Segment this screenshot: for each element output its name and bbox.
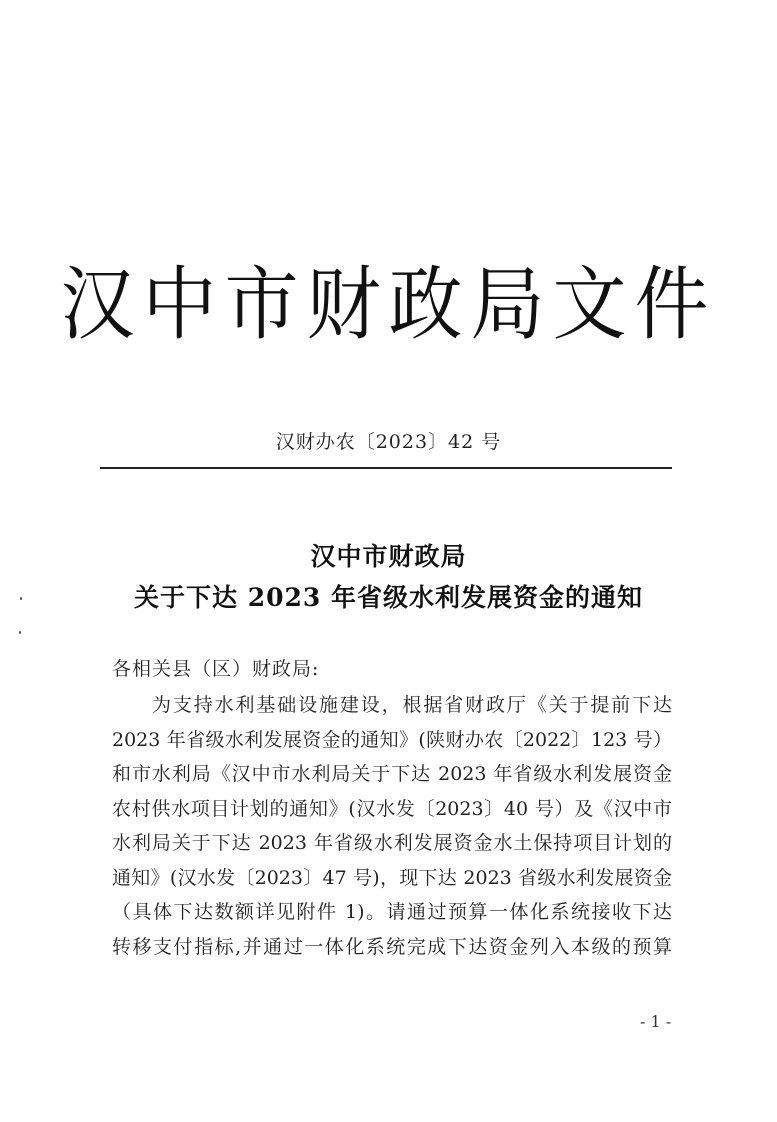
body-line: 为支持水利基础设施建设，根据省财政厅《关于提前下达 bbox=[152, 694, 672, 716]
header-divider bbox=[100, 467, 672, 469]
scan-speck bbox=[19, 631, 21, 634]
masthead-title: 汉中市财政局文件 bbox=[60, 258, 717, 352]
body-line: 和市水利局《汉中市水利局关于下达 2023 年省级水利发展资金 bbox=[112, 763, 672, 785]
body-line: 2023 年省级水利发展资金的通知》(陕财办农〔2022〕123 号） bbox=[112, 728, 672, 751]
body-line: （具体下达数额详见附件 1)。请通过预算一体化系统接收下达 bbox=[112, 901, 672, 923]
notice-title-line-1: 汉中市财政局 bbox=[310, 542, 467, 571]
body-line: 农村供水项目计划的通知》(汉水发〔2023〕40 号）及《汉中市 bbox=[112, 797, 672, 820]
salutation: 各相关县（区）财政局: bbox=[112, 658, 320, 680]
body-line: 转移支付指标,并通过一体化系统完成下达资金列入本级的预算 bbox=[112, 935, 672, 958]
body-paragraph bbox=[112, 688, 672, 964]
notice-title-line-2: 关于下达 2023 年省级水利发展资金的通知 bbox=[134, 583, 643, 612]
body-line: 通知》(汉水发〔2023〕47 号)，现下达 2023 省级水利发展资金 bbox=[112, 866, 672, 889]
page-number: - 1 - bbox=[640, 1012, 672, 1031]
body-line: 水利局关于下达 2023 年省级水利发展资金水土保持项目计划的 bbox=[112, 832, 672, 854]
document-number: 汉财办农〔2023〕42 号 bbox=[275, 431, 502, 453]
scan-speck bbox=[20, 597, 22, 600]
